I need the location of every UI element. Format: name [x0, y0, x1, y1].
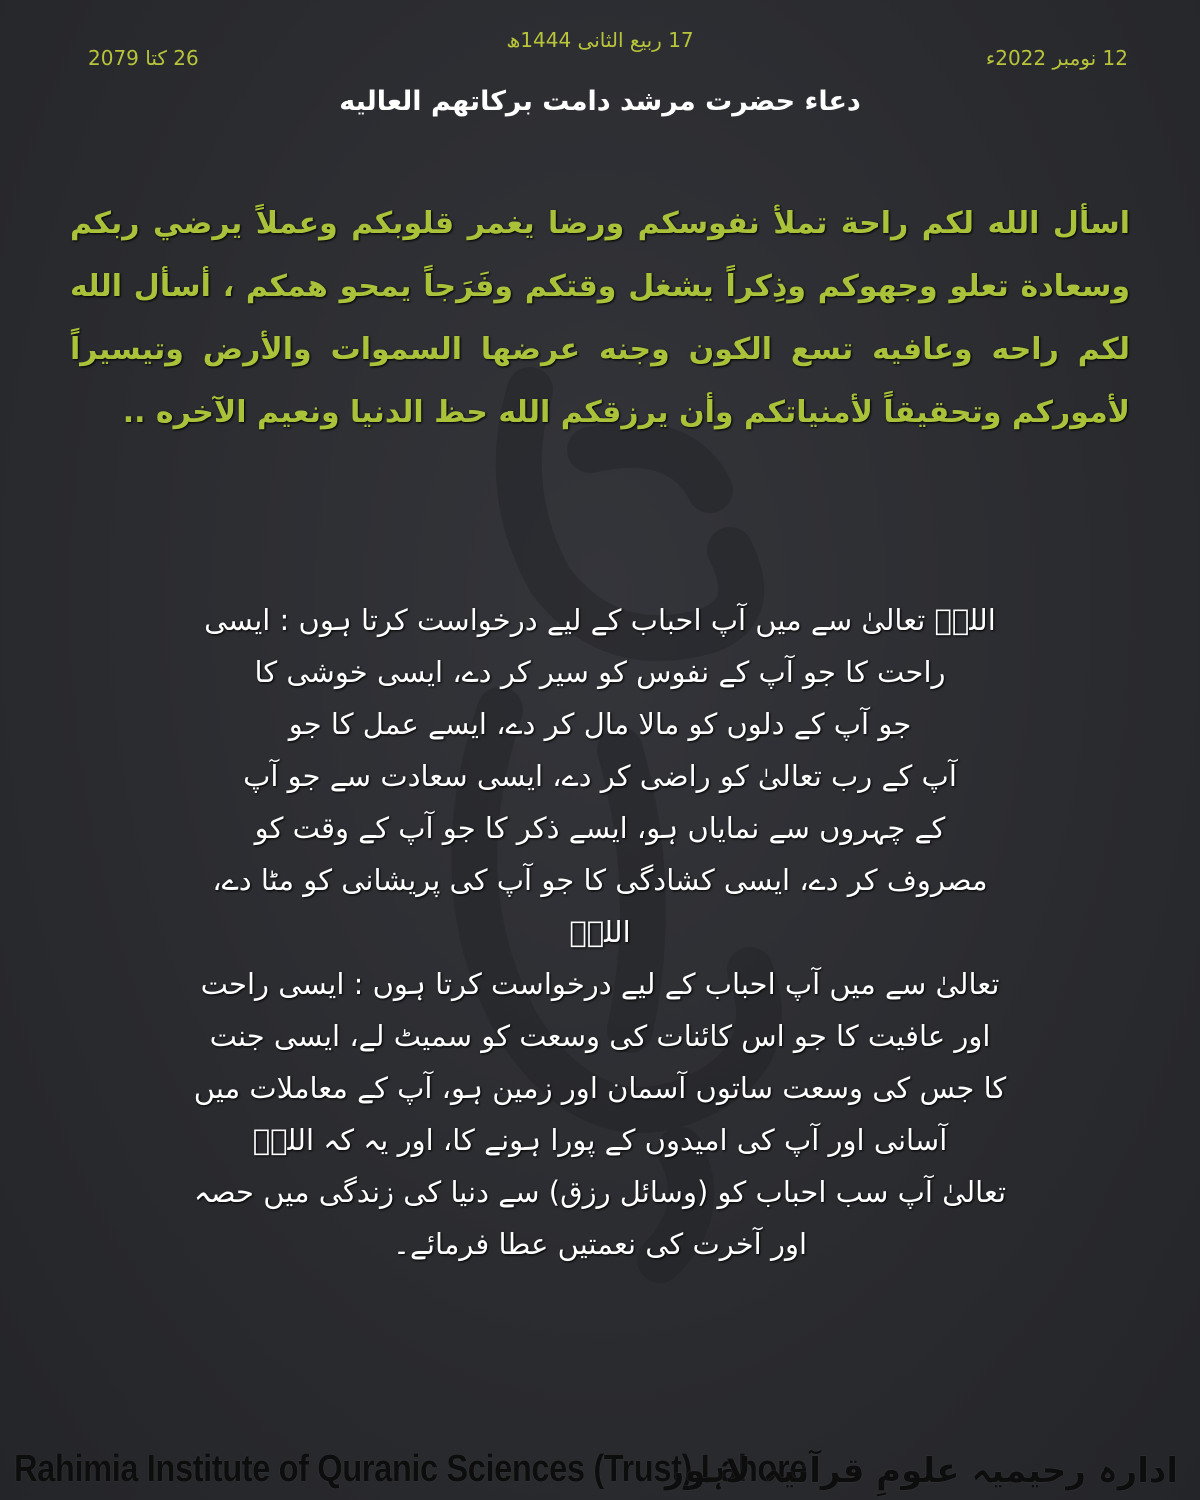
urdu-line: کے چہروں سے نمایاں ہو، ایسے ذکر کا جو آپ کے وقت کو: [254, 811, 946, 845]
urdu-line: اور آخرت کی نعمتیں عطا فرمائے۔: [392, 1227, 808, 1261]
page-title: دعاء حضرت مرشد دامت برکاتهم العالیه: [339, 86, 861, 117]
urdu-line: تعالیٰ سے میں آپ احباب کے لیے درخواست کرتا ہوں : ایسی راحت: [200, 967, 1000, 1001]
urdu-line: آپ کے رب تعالیٰ کو راضی کر دے، ایسی سعادت سے جو آپ: [243, 759, 957, 793]
footer: [0, 1448, 1200, 1500]
urdu-line: مصروف کر دے، ایسی کشادگی کا جو آپ کی پریشانی کو مٹا دے، اللہؔ: [212, 863, 988, 949]
urdu-line: اور عافیت کا جو اس کائنات کی وسعت کو سمیٹ لے، ایسی جنت: [209, 1019, 991, 1053]
urdu-line: راحت کا جو آپ کے نفوس کو سیر کر دے، ایسی خوشی کا: [254, 655, 946, 689]
urdu-translation: [190, 594, 1010, 1270]
hijri-date: 17 ربیع الثانی 1444ھ: [506, 28, 694, 52]
urdu-line: اللہؔ تعالیٰ سے میں آپ احباب کے لیے درخواست کرتا ہوں : ایسی: [204, 603, 996, 637]
institute-name-urdu-logo: ادارہ رحیمیہ علومِ قرآنیہ لاہور: [664, 1451, 1178, 1491]
urdu-line: تعالیٰ آپ سب احباب کو (وسائل رزق) سے دنیا کی زندگی میں حصہ: [193, 1175, 1007, 1209]
gregorian-date: 12 نومبر 2022ء: [985, 46, 1128, 70]
arabic-prayer-text: اسأل الله لکم راحة تملأ نفوسکم ورضا یغمر قلوبکم وعملاً یرضي ربکم وسعادة تعلو وجهوکم وذِکراً یشغل وقتکم وفَرَجاً یمحو همکم ، أسأل الله لکم راحه وعافیه تسع الکون وجنه عرضها السموات والأرض وتیسیراً لأمورکم وتحقیقاً لأمنیاتکم وأن یرزقکم الله حظ الدنیا ونعیم الآخره ..: [70, 206, 1130, 430]
urdu-line: کا جس کی وسعت ساتوں آسمان اور زمین ہو، آپ کے معاملات میں: [193, 1071, 1007, 1105]
urdu-line: آسانی اور آپ کی امیدوں کے پورا ہونے کا، اور یہ کہ اللہؔ: [252, 1123, 948, 1157]
bikrami-date: 26 کتا 2079: [88, 46, 199, 70]
institute-name-english: Rahimia Institute of Quranic Sciences (Trust) Lahore: [14, 1448, 808, 1490]
urdu-line: جو آپ کے دلوں کو مالا مال کر دے، ایسے عمل کا جو: [288, 707, 912, 741]
